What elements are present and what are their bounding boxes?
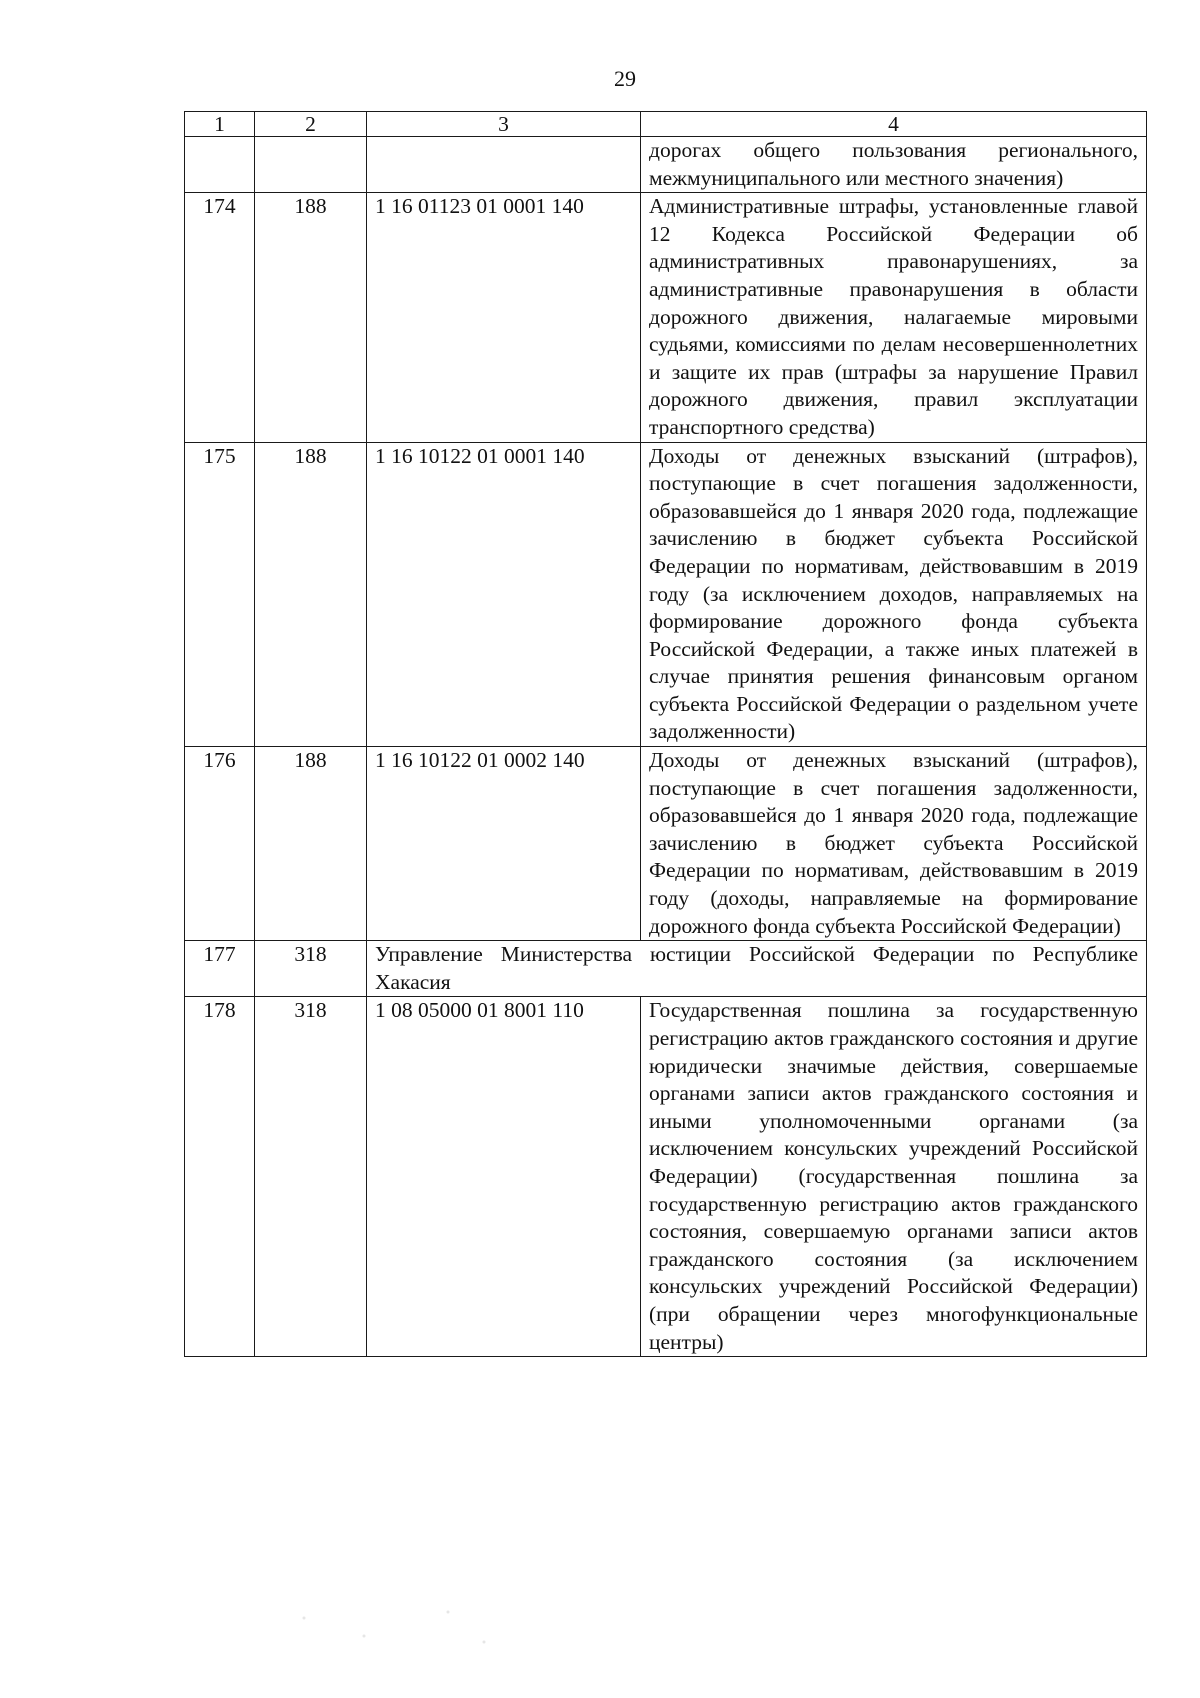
- revenue-description-text: Административные штрафы, установленные главой 12 Кодекса Российской Федерации об административных правонарушениях, за административные правонарушения в области дорожного движения, налагаемые мировыми судьями, комиссиями по делам несовершеннолетних и защите их прав (штрафы за нарушение Правил дорожного движения, правил эксплуатации транспортного средства): [649, 194, 1138, 439]
- row-number: 174: [185, 193, 255, 442]
- budget-classification-code: 1 16 10122 01 0002 140: [367, 747, 641, 941]
- table-row-agency: [185, 941, 1147, 997]
- administrator-code: 318: [255, 941, 367, 997]
- page-number: 29: [614, 66, 636, 91]
- column-number-header-row: [185, 112, 1147, 137]
- column-number-2: 2: [255, 112, 367, 137]
- administrator-code: 188: [255, 747, 367, 941]
- revenue-description: [641, 997, 1147, 1357]
- budget-classification-code: 1 08 05000 01 8001 110: [367, 997, 641, 1357]
- table-row: [185, 997, 1147, 1357]
- revenue-description: [641, 747, 1147, 941]
- row-number: 175: [185, 442, 255, 747]
- budget-classification-code: 1 16 10122 01 0001 140: [367, 442, 641, 747]
- administrator-code: [255, 137, 367, 193]
- administrator-code: 188: [255, 193, 367, 442]
- column-number-1: 1: [185, 112, 255, 137]
- table-row: [185, 442, 1147, 747]
- row-number: 178: [185, 997, 255, 1357]
- revenue-description-text: Доходы от денежных взысканий (штрафов), поступающие в счет погашения задолженности, образовавшейся до 1 января 2020 года, подлежащие зачислению в бюджет субъекта Российской Федерации по нормативам, действовавшим в 2019 году (за исключением доходов, направляемых на формирование дорожного фонда субъекта Российской Федерации, а также иных платежей в случае принятия решения финансовым органом субъекта Российской Федерации о раздельном учете задолженности): [649, 443, 1138, 744]
- table-row: [185, 137, 1147, 193]
- revenue-description: [641, 442, 1147, 747]
- revenue-description-text: Доходы от денежных взысканий (штрафов), поступающие в счет погашения задолженности, образовавшейся до 1 января 2020 года, подлежащие зачислению в бюджет субъекта Российской Федерации по нормативам, действовавшим в 2019 году (доходы, направляемые на формирование дорожного фонда субъекта Российской Федерации): [649, 748, 1138, 938]
- administrator-code: 318: [255, 997, 367, 1357]
- revenue-description-text: дорогах общего пользования регионального, межмуниципального или местного значения): [649, 138, 1138, 190]
- column-number-3: 3: [367, 112, 641, 137]
- budget-classification-code: 1 16 01123 01 0001 140: [367, 193, 641, 442]
- table-row: [185, 193, 1147, 442]
- revenue-description-text: Государственная пошлина за государственную регистрацию актов гражданского состояния и другие юридически значимые действия, совершаемые органами записи актов гражданского состояния и иными уполномоченными органами (за исключением консульских учреждений Российской Федерации) (государственная пошлина за государственную регистрацию актов гражданского состояния, совершаемую органами записи актов гражданского состояния (за исключением консульских учреждений Российской Федерации) (при обращении через многофункциональные центры): [649, 998, 1138, 1354]
- administrator-code: 188: [255, 442, 367, 747]
- budget-classification-code: [367, 137, 641, 193]
- revenue-description: [641, 193, 1147, 442]
- row-number: 176: [185, 747, 255, 941]
- row-number: 177: [185, 941, 255, 997]
- scan-artifact: [280, 1600, 520, 1660]
- row-number: [185, 137, 255, 193]
- table-row: [185, 747, 1147, 941]
- agency-name: [367, 941, 1147, 997]
- agency-name-text: Управление Министерства юстиции Российской Федерации по Республике Хакасия: [375, 942, 1138, 994]
- revenue-description: [641, 137, 1147, 193]
- revenue-codes-table: [184, 111, 1147, 1357]
- column-number-4: 4: [641, 112, 1147, 137]
